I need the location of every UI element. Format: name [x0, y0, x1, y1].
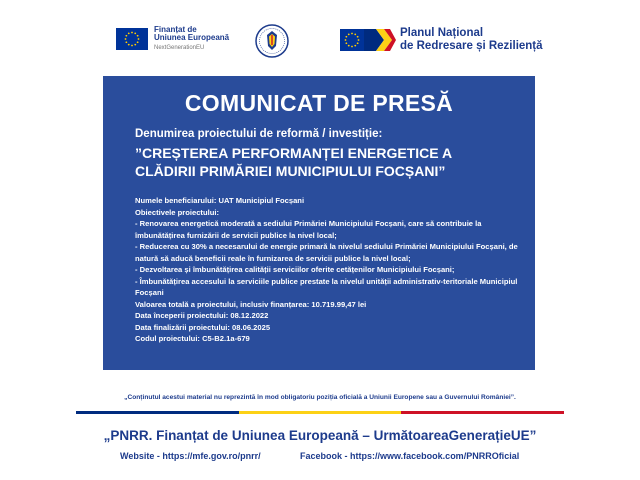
romanian-government-seal-icon — [255, 24, 289, 58]
facebook-link[interactable]: Facebook - https://www.facebook.com/PNRROficial — [300, 451, 520, 461]
eu-logo-line-3: NextGenerationEU — [154, 44, 205, 51]
tricolor-divider — [76, 411, 564, 414]
eu-logo-line-1: Finanțat de — [154, 25, 197, 34]
objective-item: - Renovarea energetică moderată a sediului Primăriei Municipiului Focșani, care să contribuie la îmbunătățirea furnizării de servicii publice la nivel local; — [135, 219, 482, 240]
project-name — [135, 144, 525, 180]
disclaimer: „Conținutul acestui material nu reprezintă în mod obligatoriu poziția oficială a Uniunii Europene sau a Guvernului României”. — [124, 394, 516, 401]
pnrr-slogan: „PNRR. Finanțat de Uniunea Europeană – UrmătoareaGenerațieUE” — [103, 428, 537, 443]
objectives-heading: Obiectivele proiectului: — [135, 207, 219, 217]
project-details — [135, 195, 525, 345]
objective-item: - Dezvoltarea și îmbunătățirea calității serviciilor oferite cetățenilor Municipiului Focșani; — [135, 265, 455, 274]
beneficiary: Numele beneficiarului: UAT Municipiul Focșani — [135, 196, 305, 205]
pnrr-logo — [340, 26, 543, 54]
eu-funding-logo — [116, 26, 229, 51]
logo-bar — [0, 20, 640, 64]
objective-item: - Reducerea cu 30% a necesarului de energie primară la nivelul sediului Primăriei Municipiului Focșani, de natură să aducă beneficii reale în furnizarea de servicii publice la nivel local; — [135, 242, 518, 263]
pnrr-flags-icon — [340, 26, 396, 54]
project-name-line-2: CLĂDIRII PRIMĂRIEI MUNICIPIULUI FOCȘANI” — [135, 163, 446, 179]
project-code: Codul proiectului: C5-B2.1a-679 — [135, 334, 250, 343]
press-release-panel — [103, 76, 535, 370]
objective-item: - Îmbunătățirea accesului la serviciile publice prestate la nivelul unității administrativ-teritoriale Municipiul Focșani — [135, 276, 518, 297]
project-name-label: Denumirea proiectului de reformă / investiție: — [135, 128, 383, 140]
project-name-line-1: ”CREȘTEREA PERFORMANȚEI ENERGETICE A — [135, 145, 453, 161]
total-value: Valoarea totală a proiectului, inclusiv finanțarea: 10.719.99,47 lei — [135, 299, 367, 309]
website-link[interactable]: Website - https://mfe.gov.ro/pnrr/ — [120, 451, 261, 461]
eu-logo-line-2: Uniunea Europeană — [154, 33, 230, 43]
pnrr-logo-line-2: de Redresare și Reziliență — [400, 40, 543, 52]
eu-flag-icon — [116, 28, 148, 50]
page-title: COMUNICAT DE PRESĂ — [184, 90, 454, 116]
start-date: Data începerii proiectului: 08.12.2022 — [135, 311, 269, 320]
end-date: Data finalizării proiectului: 08.06.2025 — [135, 322, 271, 332]
pnrr-logo-line-1: Planul Național — [400, 26, 484, 39]
